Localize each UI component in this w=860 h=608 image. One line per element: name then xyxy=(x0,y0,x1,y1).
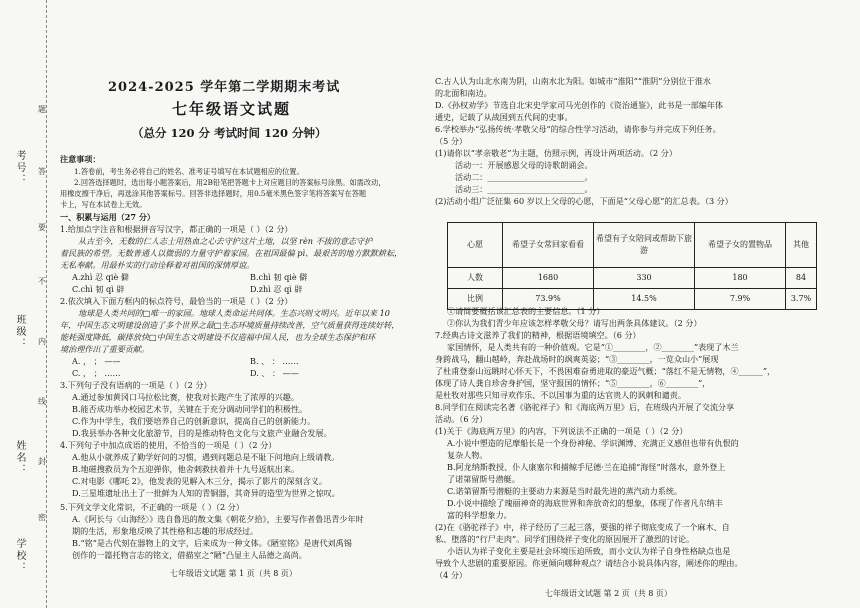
option: D.三星堆遗址出土了一批鲜为人知的青铜器，其奇异的造型为世界之惊叹。 xyxy=(72,488,340,498)
question-4: 4.下列句子中加点成语的使用，不恰当的一项是（ ）（2 分） xyxy=(60,440,277,450)
seal-char: 不 xyxy=(38,277,46,286)
exam-meta: （总分 120 分 考试时间 120 分钟） xyxy=(132,126,327,140)
option: D.zhì 忍 qì 辟 xyxy=(250,284,303,294)
table-cell: 180 xyxy=(695,268,786,289)
table-cell: 84 xyxy=(786,268,817,289)
notice-line: 卡上，写在本试卷上无效。 xyxy=(60,200,147,209)
table-header-cell: 心愿 xyxy=(448,223,503,268)
passage-line: 体现了诗人龚自珍舍身护国，坚守报国的情怀；“⑤________，⑥________”， xyxy=(435,378,711,388)
page-2 xyxy=(435,0,823,608)
passage-line: 导致个人悲剧的重要原因。你更倾向哪种观点？请结合小说具体内容，阐述你的理由。 xyxy=(435,558,743,568)
option: A.zhì 忍 qiè 僻 xyxy=(72,272,129,282)
option: D.我县举办各种文化旅游节，目的是推动特色文化与文旅产业融合发展。 xyxy=(72,428,332,438)
passage-line: （4 分） xyxy=(435,570,468,580)
activity-line: 活动三：________________________。 xyxy=(455,184,593,194)
binding-margin xyxy=(0,0,47,608)
option: 富的科学想象力。 xyxy=(447,510,512,520)
page-footer: 七年级语文试题 第 1 页（共 8 页） xyxy=(170,569,297,578)
seal-char: 要 xyxy=(38,223,46,232)
question-5: 5.下列文学文化常识，不正确的一项是（ ）（2 分） xyxy=(60,502,244,512)
option: C.chì 韧 qì 辟 xyxy=(72,284,125,294)
passage-line: 是杜牧对那些只知寻欢作乐、不以国事为重的达官贵人的讽刺和谴责。 xyxy=(435,390,686,400)
sub-question: ②你认为我们青少年应该怎样孝敬父母？请写出两条具体建议。（2 分） xyxy=(447,318,702,328)
table-cell: 14.5% xyxy=(594,289,695,310)
passage-line: 小语认为祥子变化主要是社会环境压迫所致，而小文认为祥子自身性格缺点也是 xyxy=(447,546,731,556)
option: 了诺第留斯号潜艇。 xyxy=(447,474,520,484)
seal-char: 线 xyxy=(38,397,46,406)
activity-line: 活动一：开展感恩父母的诗歌朗诵会。 xyxy=(455,160,593,170)
question-7: 7.经典古诗文滋养了我们的精神，根据语境填空。（6 分） xyxy=(435,330,641,340)
option: B.能否成功举办校园艺术节，关键在于充分调动同学们的积极性。 xyxy=(72,404,308,414)
option: D.《孙权劝学》节选自北宋史学家司马光创作的《资治通鉴》，此书是一部编年体 xyxy=(435,100,724,110)
passage-line: 身跨战马，翻山越岭，奔赴战场时的飒爽英姿；“③________，一览众山小”展现 xyxy=(435,354,719,364)
table-cell: 330 xyxy=(594,268,695,289)
question-6-2: (2)活动小组广泛征集 60 岁以上父母的心愿，下面是“父母心愿”的汇总表。（3 分） xyxy=(435,196,733,206)
question-8-1: (1)关于《海底两万里》的内容，下列说法不正确的一项是（ ）（2 分） xyxy=(435,426,688,436)
option: 创作的一篇托物言志的铭文，借描室之“陋”凸显主人品德之高尚。 xyxy=(72,550,307,560)
class-label: 班级： xyxy=(14,314,25,350)
option: B.“铭”是古代刻在器物上的文字，后来成为一种文体。《陋室铭》是唐代刘禹锡 xyxy=(72,538,352,548)
exam-number-label: 考号： xyxy=(14,150,25,186)
passage-line: 从古至今，无数的仁人志士用热血之心去守护这片土地，以坚 rèn 不拔的意志守护 xyxy=(78,236,373,246)
question-8-2: (2)在《骆驼祥子》中，祥子经历了三起三落，要强的祥子彻底变成了一个麻木、自 xyxy=(435,522,730,532)
passage-line: 地球是人类共同的□唯一的家园。地球人类命运共同体。生态兴则文明兴。近年以来 10 xyxy=(78,308,390,318)
option: C.作为中学生，我们要培养自己的创新意识，提高自己的创新能力。 xyxy=(72,416,316,426)
option: B. 、 ： …… xyxy=(250,356,299,366)
passage-line: 年，中国生态文明建设创造了多个世界之最□生态环境质量持续改善，空气质量获得连续好转， xyxy=(60,320,400,330)
activity-line: 活动二：________________________。 xyxy=(455,172,593,182)
option: C.诺第留斯号潜艇的主要动力来源是当时最先进的蒸汽动力系统。 xyxy=(447,486,683,496)
option: C.对电影《哪吒 2》，他发表的见解入木三分，揭示了影片的深刻含义。 xyxy=(72,476,327,486)
passage-line: 无私奉献。用最朴实的行动诠释着对祖国的深情厚谊。 xyxy=(60,260,255,270)
table-header-cell: 其他 xyxy=(786,223,817,268)
question-8: 8.同学们在阅读完名著《骆驼祥子》和《海底两万里》后，在班级内开展了交流分享 xyxy=(435,402,735,412)
option: A.他从小就养成了勤学好问的习惯，遇到问题总是不耻下问地向上级请教。 xyxy=(72,452,340,462)
option: A.通过参加黄冈口马拉松比赛，使我对长跑产生了浓厚的兴趣。 xyxy=(72,392,299,402)
option: A.小说中塑造的尼摩船长是一个身份神秘、学识渊博、充满正义感但也带有仇恨的 xyxy=(447,438,739,448)
exam-title: 七年级语文试题 xyxy=(172,100,292,118)
passage-line: 能耗强度降低，碳排放快□中国生态文明建设不仅造福中国人民，也为全球生态保护和环 xyxy=(60,332,376,342)
question-8-cont: 活动。（6 分） xyxy=(435,414,488,424)
seal-char: 封 xyxy=(38,457,46,466)
question-1: 1.给加点字注音和根据拼音写汉字，都正确的一项是（ ）（2 分） xyxy=(60,224,293,234)
passage-line: 了杜甫登泰山远眺时心怀天下，不畏困难奋勇进取的豪迈气概；“落红不是无情物，④______”， xyxy=(435,366,776,376)
option: B.地磁搜救员为个五迎弹你，他舍刺救扶着并十九号返航出来。 xyxy=(72,464,300,474)
option: 通史，记载了从战国到五代间的史事。 xyxy=(435,112,573,122)
seal-char: 密 xyxy=(38,513,46,522)
school-label: 学校： xyxy=(14,538,25,574)
option: D. 、 ： —— xyxy=(250,368,299,378)
seal-char: 题 xyxy=(38,105,46,114)
question-score: （5 分） xyxy=(435,136,468,146)
notice-line: 1.答卷前，考生务必将自己的姓名、准考证号填写在本试题相应的位置。 xyxy=(74,167,304,176)
question-6: 6.学校举办“弘扬传统·孝敬父母”的综合性学习活动，请你参与并完成下列任务。 xyxy=(435,124,721,134)
table-cell: 3.7% xyxy=(786,289,817,310)
option: B.chì 韧 qiè 僻 xyxy=(250,272,308,282)
option: A.《阿长与〈山海经〉》选自鲁迅的散文集《朝花夕拾》，主要写作者鲁迅青少年时 xyxy=(72,514,364,524)
option: 的北面和南边。 xyxy=(435,88,492,98)
table-cell: 人数 xyxy=(448,268,503,289)
table-header-cell: 希望子女的置物品 xyxy=(695,223,786,268)
table-cell: 7.9% xyxy=(695,289,786,310)
wish-survey-table xyxy=(447,222,817,310)
option: 复杂人物。 xyxy=(447,450,488,460)
page-footer: 七年级语文试题 第 2 页（共 8 页） xyxy=(545,589,672,598)
name-label: 姓名： xyxy=(14,440,25,476)
table-row xyxy=(448,268,817,289)
sub-question: ①请简要概括该汇总表的主要信息。（1 分） xyxy=(447,306,605,316)
option: B.阿龙纳斯教授、仆人康塞尔和捕鲸手尼德·兰在追捕“海怪”时落水，意外登上 xyxy=(447,462,726,472)
option: 期的生活，形象地反映了其性格和志趣的形成经过。 xyxy=(72,526,259,536)
question-3: 3.下列句子没有语病的一项是（ ）（2 分） xyxy=(60,380,212,390)
notice-line: 2.回答选择题时，选出每小题答案后，用2B铅笔把答题卡上对应题目的答案标号涂黑。如需改动， xyxy=(74,178,386,187)
page-1 xyxy=(60,0,430,608)
table-header-row xyxy=(448,223,817,268)
option: C.古人认为山北水南为阴，山南水北为阳。如城市“淮阳”“淮阴”分别位于淮水 xyxy=(435,76,711,86)
table-cell: 73.9% xyxy=(503,289,594,310)
notice-title: 注意事项： xyxy=(60,154,101,164)
question-6-1: (1)请你以“孝亲敬老”为主题，仿照示例，再设计两项活动。（2 分） xyxy=(435,148,677,158)
table-header-cell: 希望子女常回家看看 xyxy=(503,223,594,268)
passage-line: 家国情怀，是人类共有的一种价值观。它是“①________，②________”表现了木兰 xyxy=(447,342,739,352)
passage-line: 境治理作出了重要贡献。 xyxy=(60,344,150,354)
table-header-cell: 希望有子女陪同或帮助下旅游 xyxy=(594,223,695,268)
seal-char: 答 xyxy=(38,167,46,176)
notice-line: 用橡皮擦干净后，再选涂其他答案标号。回答非选择题时，用0.5毫米黑色签字笔将答案写在答题 xyxy=(60,189,367,198)
option: D.小说中描绘了瑰丽神奇的海底世界和奔放奇幻的想象，体现了作者凡尔纳丰 xyxy=(447,498,723,508)
seal-char: 内 xyxy=(38,337,46,346)
question-2: 2.依次填入下面方框内的标点符号，最恰当的一项是（ ）（2 分） xyxy=(60,296,293,306)
table-cell: 1680 xyxy=(503,268,594,289)
passage-line: 私、堕落的“行尸走肉”。同学们围绕祥子变化的原因展开了激烈的讨论。 xyxy=(435,534,695,544)
option: C. ， ； …… xyxy=(72,368,121,378)
exam-year-title: 2024-2025 学年第二学期期末考试 xyxy=(108,80,341,95)
table-cell: 比例 xyxy=(448,289,503,310)
section-heading: 一、积累与运用（27 分） xyxy=(60,212,156,222)
option: A. ， ； —— xyxy=(72,356,121,366)
passage-line: 着民族的希望。无数普通人以微弱的力量守护着家园。在祖国最偏 pì、最艰苦的地方默默耕耘， xyxy=(60,248,403,258)
